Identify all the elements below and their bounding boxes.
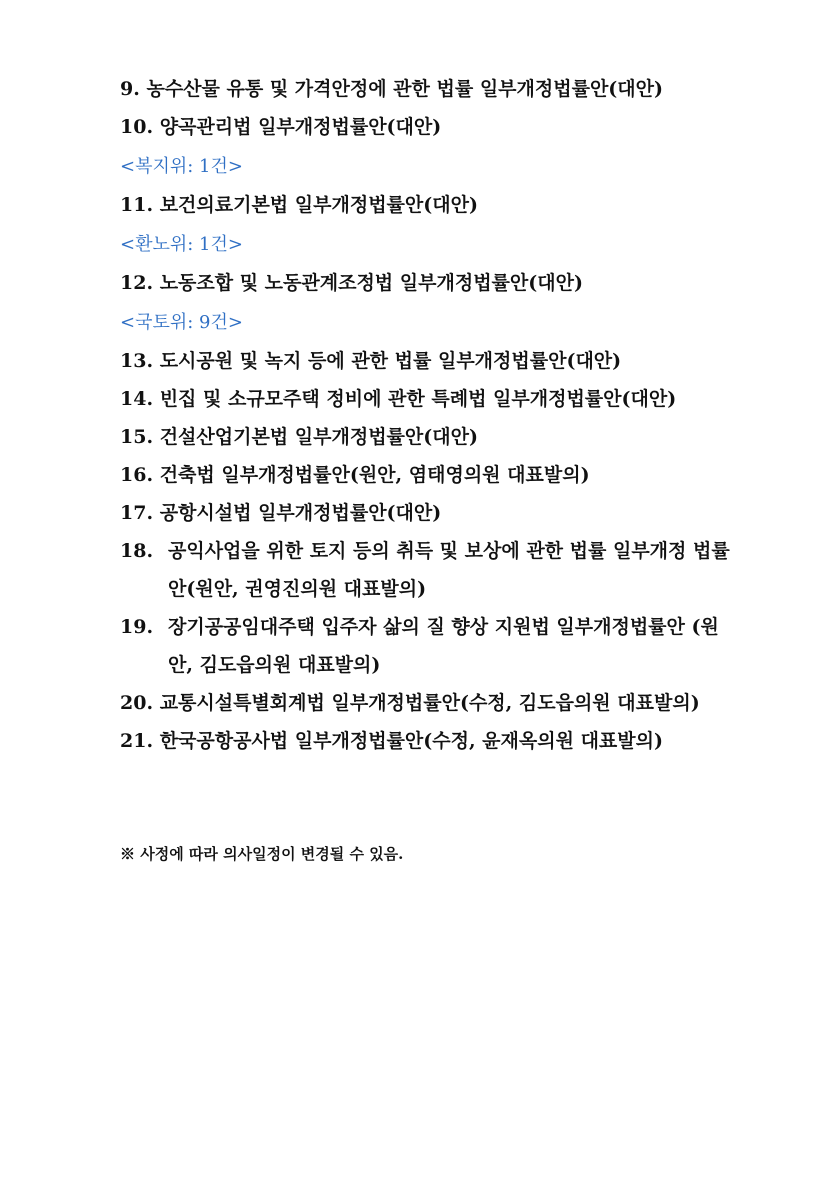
agenda-item-10 — [120, 108, 740, 146]
item-title: 장기공공임대주택 입주자 삶의 질 향상 지원법 일부개정법률안 (원안, 김도읍의원 대표발의) — [168, 616, 719, 676]
agenda-item-14 — [120, 380, 740, 418]
item-number: 11. — [120, 194, 154, 216]
item-title: 농수산물 유통 및 가격안정에 관한 법률 일부개정법률안(대안) — [146, 78, 663, 100]
item-title: 공익사업을 위한 토지 등의 취득 및 보상에 관한 법률 일부개정 법률안(원안, 권영진의원 대표발의) — [168, 540, 730, 600]
agenda-item-21 — [120, 722, 740, 760]
item-number: 17. — [120, 502, 154, 524]
agenda-item-16 — [120, 456, 740, 494]
item-number: 10. — [120, 116, 154, 138]
item-number: 21. — [120, 730, 154, 752]
agenda-item-11 — [120, 186, 740, 224]
agenda-item-18 — [120, 532, 740, 608]
item-title: 양곡관리법 일부개정법률안(대안) — [159, 116, 442, 138]
item-number: 20. — [120, 692, 154, 714]
agenda-item-15 — [120, 418, 740, 456]
item-title: 건설산업기본법 일부개정법률안(대안) — [159, 426, 478, 448]
agenda-item-17 — [120, 494, 740, 532]
item-title: 교통시설특별회계법 일부개정법률안(수정, 김도읍의원 대표발의) — [159, 692, 700, 714]
agenda-list — [120, 70, 740, 760]
item-number: 19. — [120, 616, 154, 638]
item-title: 보건의료기본법 일부개정법률안(대안) — [159, 194, 478, 216]
item-title: 노동조합 및 노동관계조정법 일부개정법률안(대안) — [159, 272, 583, 294]
item-title: 도시공원 및 녹지 등에 관한 법률 일부개정법률안(대안) — [159, 350, 622, 372]
item-number: 16. — [120, 464, 154, 486]
agenda-item-13 — [120, 342, 740, 380]
category-welfare-committee: <복지위: 1건> — [120, 156, 243, 177]
item-title: 한국공항공사법 일부개정법률안(수정, 윤재옥의원 대표발의) — [159, 730, 663, 752]
agenda-item-19 — [120, 608, 740, 684]
category-environment-labor-committee: <환노위: 1건> — [120, 234, 243, 255]
agenda-item-12 — [120, 264, 740, 302]
item-number: 13. — [120, 350, 154, 372]
agenda-item-9 — [120, 70, 740, 108]
item-number: 15. — [120, 426, 154, 448]
item-number: 18. — [120, 540, 154, 562]
item-title: 빈집 및 소규모주택 정비에 관한 특례법 일부개정법률안(대안) — [159, 388, 677, 410]
category-land-transport-committee: <국토위: 9건> — [120, 312, 243, 333]
item-number: 14. — [120, 388, 154, 410]
item-number: 12. — [120, 272, 154, 294]
item-title: 공항시설법 일부개정법률안(대안) — [159, 502, 442, 524]
item-number: 9. — [120, 78, 140, 100]
item-title: 건축법 일부개정법률안(원안, 염태영의원 대표발의) — [159, 464, 590, 486]
agenda-item-20 — [120, 684, 740, 722]
schedule-change-note: ※ 사정에 따라 의사일정이 변경될 수 있음. — [120, 845, 404, 863]
